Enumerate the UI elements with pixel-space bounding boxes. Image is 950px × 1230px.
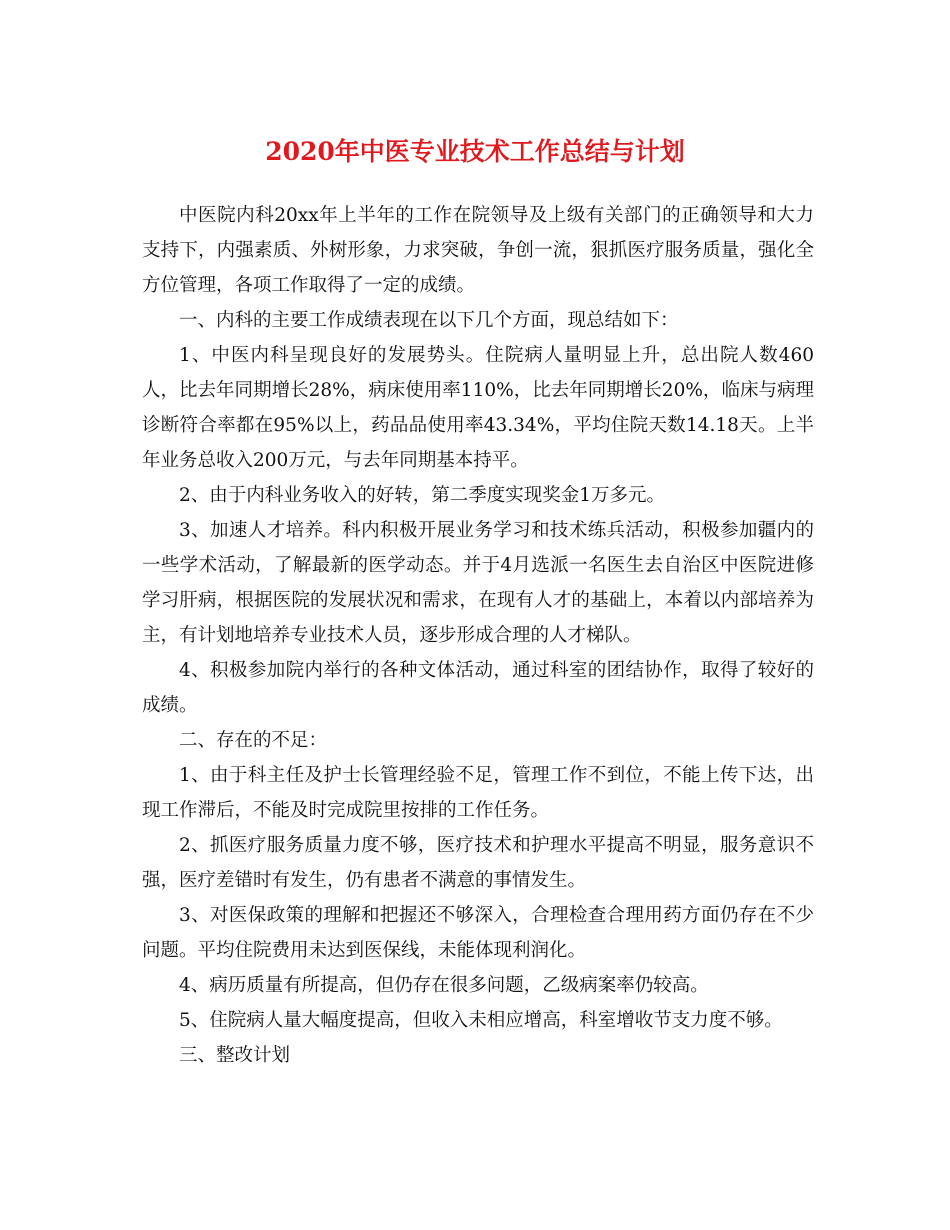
document-body [142, 198, 814, 1073]
paragraph-shortcoming-2: 2、抓医疗服务质量力度不够，医疗技术和护理水平提高不明显，服务意识不强，医疗差错时有发生，仍有患者不满意的事情发生。 [142, 835, 814, 891]
paragraph-shortcoming-5: 5、住院病人量大幅度提高，但收入未相应增高，科室增收节支力度不够。 [179, 1010, 783, 1031]
paragraph-shortcoming-4: 4、病历质量有所提高，但仍存在很多问题，乙级病案率仍较高。 [179, 975, 709, 996]
section-heading-shortcomings: 二、存在的不足： [179, 730, 328, 751]
document-title: 2020年中医专业技术工作总结与计划 [265, 137, 685, 166]
paragraph-shortcoming-1: 1、由于科主任及护士长管理经验不足，管理工作不到位，不能上传下达，出现工作滞后，不能及时完成院里按排的工作任务。 [142, 765, 814, 821]
section-heading-plan: 三、整改计划 [179, 1045, 291, 1066]
paragraph-achievement-4: 4、积极参加院内举行的各种文体活动，通过科室的团结协作，取得了较好的成绩。 [142, 660, 814, 716]
paragraph-intro: 中医院内科20xx年上半年的工作在院领导及上级有关部门的正确领导和大力支持下，内强素质、外树形象，力求突破，争创一流，狠抓医疗服务质量，强化全方位管理，各项工作取得了一定的成绩。 [142, 205, 814, 296]
paragraph-achievement-2: 2、由于内科业务收入的好转，第二季度实现奖金1万多元。 [179, 485, 666, 506]
paragraph-achievement-1: 1、中医内科呈现良好的发展势头。住院病人量明显上升，总出院人数460人，比去年同期增长28%，病床使用率110%，比去年同期增长20%，临床与病理诊断符合率都在95%以上，药品品使用率43.34%，平均住院天数14.18天。上半年业务总收入200万元，与去年同期基本持平。 [142, 345, 814, 471]
paragraph-shortcoming-3: 3、对医保政策的理解和把握还不够深入，合理检查合理用药方面仍存在不少问题。平均住院费用未达到医保线，未能体现利润化。 [142, 905, 814, 961]
paragraph-achievement-3: 3、加速人才培养。科内积极开展业务学习和技术练兵活动，积极参加疆内的一些学术活动，了解最新的医学动态。并于4月选派一名医生去自治区中医院进修学习肝病，根据医院的发展状况和需求，在现有人才的基础上，本着以内部培养为主，有计划地培养专业技术人员，逐步形成合理的人才梯队。 [142, 520, 814, 646]
section-heading-achievements: 一、内科的主要工作成绩表现在以下几个方面，现总结如下： [179, 310, 679, 331]
